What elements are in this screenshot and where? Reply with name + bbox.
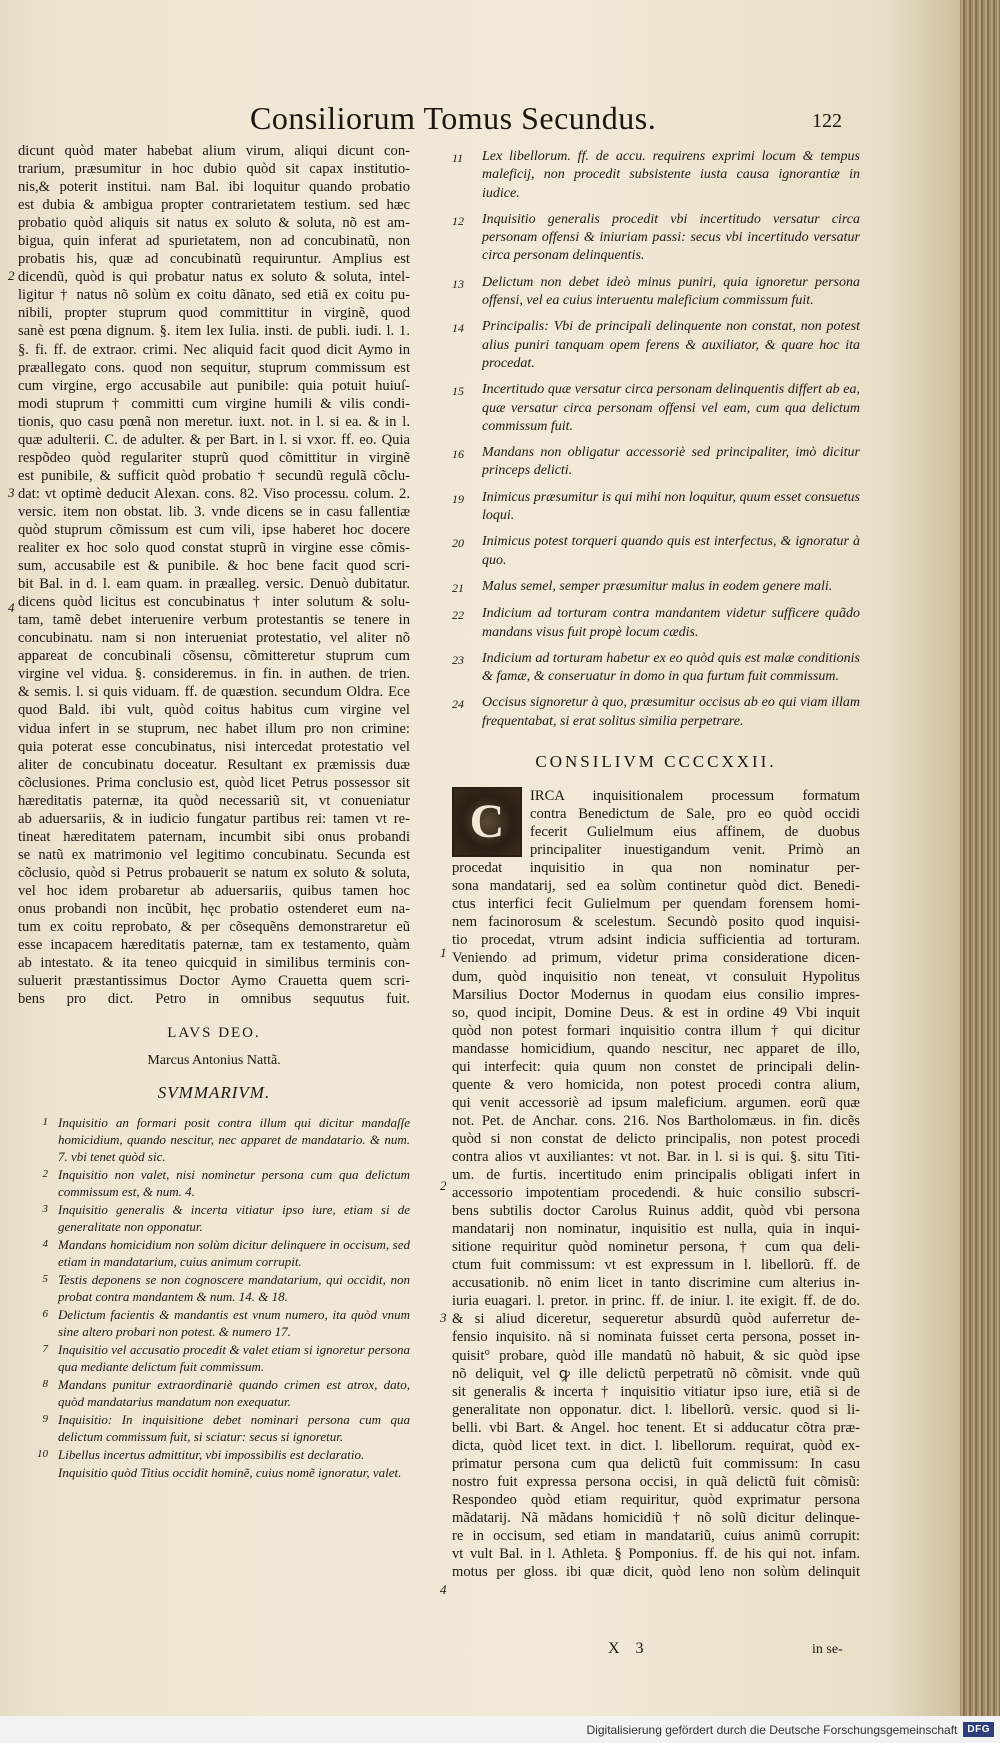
summary-item	[452, 274, 860, 311]
summary-item	[452, 605, 860, 642]
text-line: bens pro dict. Petro in omnibus sequutus fuit.	[18, 991, 410, 1008]
summary-item-number	[18, 1464, 58, 1481]
text-line: appareat de concubinali cõsensu, cõmitteretur stuprum cum	[18, 648, 410, 665]
text-line: mandatarij non nominatur, inquisitio est nulla, quia in inqui-	[452, 1221, 860, 1238]
summary-item-text: Occisus signoretur à quo, præsumitur occisus ab eo qui viam illam frequentabat, si erat solitus similia perpetrare.	[482, 695, 860, 729]
text-line: sanè est pœna dignum. §. item lex Iulia. insti. de publi. iudi. l. 1.	[18, 323, 410, 340]
summary-item	[18, 1411, 410, 1445]
margin-number: 1	[440, 945, 447, 960]
summary-item-number: 4	[42, 1238, 48, 1251]
text-line: nibili, propter stuprum quod committitur in virginẽ, quod	[18, 305, 410, 322]
text-line: generalitate non opponatur. dict. l. libellorũ. versic. quod si li-	[452, 1401, 860, 1418]
margin-number: 3	[440, 1310, 447, 1325]
text-line: sona mandatarij, sed ea solùm continetur quòd dict. Benedi-	[452, 878, 860, 895]
summary-item-text: Libellus incertus admittitur, vbi impossibilis est declaratio.	[58, 1447, 365, 1463]
summary-item-number: 16	[452, 447, 464, 462]
summary-item	[18, 1271, 410, 1305]
text-line: suluerit præstantissimus Doctor Aymo Crauetta quem scri-	[18, 973, 410, 990]
text-line: Veniendo ad primum, videtur prima consideratione dicen-	[452, 950, 860, 967]
summary-item-text: Indicium ad torturam habetur ex eo quòd quis est malæ conditionis & famæ, & conseruatur in domo in qua furtum fuit commissum.	[482, 650, 860, 685]
text-line: qui interfecit: quia quum non constet de principali delin-	[452, 1058, 860, 1075]
laus-deo: LAVS DEO.	[167, 1025, 261, 1042]
summary-item	[452, 578, 860, 597]
summary-item-text: Testis deponens se non cognoscere mandatarium, qui occidit, non probat contra mandantem & num. 14. & 18.	[58, 1272, 410, 1305]
text-line: quente & vero homicida, non potest procedi contra alium,	[452, 1076, 860, 1093]
summary-item	[18, 1114, 410, 1165]
text-line: dicendũ, quòd is qui probatur natus ex soluto & soluta, intel-	[18, 269, 410, 286]
text-line: procedat inquisitio in qua non nominatur per-	[452, 860, 860, 877]
text-line: vidua infert in se stuprum, nec habet illum pro non crimine:	[18, 720, 410, 737]
summary-item-number: 21	[452, 580, 464, 595]
summary-item	[18, 1341, 410, 1375]
summary-item-text: Inquisitio an formari posit contra illum qui dicitur mandaſſe homicidium, quando nescitur, nec apparet de mandatario. & num. 7. vbi tenet quòd sic.	[58, 1115, 410, 1165]
text-line: cum virgine, ergo accusabile aut punibile: quia potuit huiuſ-	[18, 377, 410, 394]
text-line: versic. item non obstat. lib. 3. vnde dicens se in casu fallentiæ	[18, 503, 410, 520]
margin-number: 4	[8, 600, 15, 615]
text-line: respõdeo quòd regulariter stuprũ quod cõmittitur in virginẽ	[18, 449, 410, 466]
text-line: dicta, quòd licet text. in dict. l. libellorum. requirat, quòd ex-	[452, 1437, 860, 1454]
summary-item-text: Malus semel, semper præsumitur malus in eodem genere mali.	[482, 578, 833, 594]
summary-item	[18, 1376, 410, 1410]
summary-item-text: Inimicus præsumitur is qui mihi non loquitur, quum esset consuetus loqui.	[482, 489, 861, 524]
summary-item-text: Incertitudo quæ versatur circa personam delinquentis differt ab ea, quæ versatur circa personam offensi vel eam, cum qua delictum commissum fuit.	[482, 382, 860, 434]
right-column-body	[452, 787, 860, 1581]
summary-item-number: 7	[42, 1343, 48, 1356]
running-title: Consiliorum Tomus Secundus.	[250, 100, 657, 136]
text-line: esse incapacem hæreditatis paternæ, tam ex testamento, quàm	[18, 937, 410, 954]
text-line: quæ adulterii. C. de adulter. & per Bart. in l. si vxor. ff. eo. Quia	[18, 431, 410, 448]
summary-item-text: Mandans punitur extraordinariè quando crimen est atrox, dato, quòd mandatarius mandatum non exequatur.	[58, 1377, 410, 1410]
summary-item	[452, 489, 860, 526]
text-line: sum, accusabile est & punibile. & hoc bene facit quod scri-	[18, 558, 410, 575]
summary-item	[18, 1464, 410, 1481]
summary-item	[452, 694, 860, 731]
summary-item-number: 2	[42, 1168, 48, 1181]
text-line: Respondeo quòd etiam requiritur, quòd exprimatur persona	[452, 1491, 860, 1508]
summary-item	[452, 533, 860, 570]
text-line: nõ deliquit, vel ꝙ ille delictũ perpetratũ nõ cõmisit. vnde quũ	[452, 1365, 860, 1382]
text-line: principaliter inuestigandum venit. Primò an	[530, 842, 860, 859]
text-line: est punibile, & sufficit quòd probatio † secundũ regulã cõclu-	[18, 467, 410, 484]
text-line: not. Pet. de Anchar. cons. 216. Nos Bartholomæus. in fin. dicẽs	[452, 1112, 860, 1129]
text-line: ligitur † natus nõ solùm ex coitu dãnato, sed etiã ex coitu pu-	[18, 287, 410, 304]
text-line: ctus interfici fecit Gulielmum per quendam forensem homi-	[452, 896, 860, 913]
text-line: dum, quòd inquisitio non teneat, vt consuluit Hypolitus	[452, 968, 860, 985]
summarium-list	[18, 1114, 410, 1481]
summary-item-number: 19	[452, 491, 464, 506]
text-line: tio procedat, vtrum adsint indicia sufficientia ad torturam.	[452, 932, 860, 949]
summary-item-number: 22	[452, 608, 464, 623]
text-line: motus per gloss. ibi quæ dicit, quòd leno non solùm delinquit	[452, 1564, 860, 1581]
consilium-title: CONSILIVM CCCCXXII.	[535, 752, 777, 772]
margin-number: 4	[440, 1582, 447, 1597]
summary-item	[452, 318, 860, 373]
summary-item	[452, 444, 860, 481]
margin-number: 2	[440, 1178, 447, 1193]
catchword: in se-	[812, 1642, 843, 1657]
page-edge	[960, 0, 1000, 1716]
summary-item-number: 20	[452, 536, 464, 551]
summary-item	[452, 148, 860, 203]
decorated-initial: C	[452, 787, 522, 857]
text-line: probatio quòd aliquis sit natus ex soluto & soluta, nõ est am-	[18, 215, 410, 232]
text-line: cõclusio, quòd si Petrus probauerit se natum ex soluto & soluta,	[18, 864, 410, 881]
summarium-title: SVMMARIVM.	[157, 1083, 271, 1103]
text-line: quod Bald. ibi vult, quòd coitus habitus cum virgine vel	[18, 702, 410, 719]
digitization-credit-bar	[0, 1716, 1000, 1743]
dfg-logo: DFG	[963, 1722, 994, 1737]
left-column-body	[18, 142, 410, 1008]
text-line: modi stuprum † committi cum virgine humili & vilis condi-	[18, 395, 410, 412]
text-line: iuria euagari. l. pretor. in princ. ff. de iniur. l. ite exigit. ff. de do.	[452, 1293, 860, 1310]
summary-item-text: Delictum non debet ideò minus puniri, quia ignoretur persona offensi, vel ea cuius interuentu maleficium commissum fuit.	[482, 274, 860, 309]
summary-item-text: Inquisitio quòd Titius occidit hominẽ, cuius nomẽ ignoratur, valet.	[58, 1465, 402, 1481]
summary-item	[18, 1166, 410, 1200]
text-line: vel hoc idem probaretur ab aduersariis, quibus tamen hoc	[18, 882, 410, 899]
text-line: fensio inquisito. nã si nominata fuisset certa persona, posset in-	[452, 1329, 860, 1346]
text-line: bens subtilis doctor Carolus Ruinus addit, quòd vbi persona	[452, 1203, 860, 1220]
summary-item-text: Inimicus potest torqueri quando quis est interfectus, & ignoratur à quo.	[482, 534, 860, 568]
margin-number: 2	[8, 268, 15, 283]
text-line: tineat hæreditatem paternam, incumbit sibi onus probandi	[18, 828, 410, 845]
summary-item-number: 3	[42, 1203, 48, 1216]
text-line: tionis, quo casu pœnã non meretur. iuxt. not. in l. si ea. & in l.	[18, 413, 410, 430]
text-line: quòd si non constat de delicto principalis, non potest procedi	[452, 1130, 860, 1147]
margin-number: 3	[8, 485, 15, 500]
text-line: & semis. l. si quis viduam. ff. de quæstion. secundum Oldra. Ece	[18, 684, 410, 701]
summary-item-number: 1	[42, 1116, 48, 1129]
summary-item	[18, 1306, 410, 1340]
text-line: quòd non potest formari inquisitio contra illum † qui dicitur	[452, 1022, 860, 1039]
text-line: mandasse homicidium, quando nescitur, nec apparet de illo,	[452, 1040, 860, 1057]
summary-item-number: 9	[42, 1413, 48, 1426]
text-line: sitione requiritur quòd nominetur persona, † cum qua deli-	[452, 1239, 860, 1256]
folio-number: 122	[812, 110, 842, 132]
text-line: dat: vt optimè deducit Alexan. cons. 82. Viso processu. colum. 2.	[18, 485, 410, 502]
text-line: ab aduersariis, & in iudicio fungatur partibus rei: tamen vt re-	[18, 810, 410, 827]
summary-item-number: 5	[42, 1273, 48, 1286]
summary-item-text: Indicium ad torturam contra mandantem videtur sufficere quãdo mandans visus fuit propè locum cædis.	[482, 606, 860, 640]
text-line: bigua, quin inferat ad spurietatem, non ad concubinatũ, non	[18, 233, 410, 250]
text-line: IRCA inquisitionalem processum formatum	[530, 788, 860, 805]
summary-item-number: 14	[452, 321, 464, 336]
text-line: contra alios vt auxiliantes: vt not. Bar. in l. si is qui. §. situ Titi-	[452, 1149, 860, 1165]
summary-item-number: 24	[452, 697, 464, 712]
summary-item-text: Lex libellorum. ff. de accu. requirens exprimi locum & tempus maleficij, non procedit subsistente iusta causa ignorantiæ in iudice.	[482, 149, 860, 201]
summary-item-number: 8	[42, 1378, 48, 1391]
summary-item-text: Inquisitio vel accusatio procedit & valet etiam si ignoretur persona qua mediante delictum fuit commissum.	[58, 1342, 410, 1375]
text-line: ab intestato. & ita teneo quicquid in similibus terminis con-	[18, 955, 410, 972]
text-line: quòd stuprum cõmissum est cum vili, ipse haberet hoc docere	[18, 521, 410, 538]
text-line: & si aliud diceretur, sequeretur absurdũ quòd auferretur de-	[452, 1311, 860, 1328]
summary-item	[452, 211, 860, 266]
text-line: onus probandi non incũbit, hęc probatio ostenderet eum na-	[18, 900, 410, 917]
text-line: nostro fuit expressa persona occisi, in quã delictũ fuit cõmisũ:	[452, 1473, 860, 1490]
summary-item-number: 6	[42, 1308, 48, 1321]
text-line: ctum fuit commissum: vt est expressum in l. libellorũ. ff. de	[452, 1257, 860, 1274]
right-column	[452, 148, 860, 1581]
summary-item-text: Inquisitio non valet, nisi nominetur persona cum qua delictum commissum est, & num. 4.	[58, 1167, 410, 1200]
text-line: qui venit accessoriè ad ipsum maleficium. argumen. eorũ quæ	[452, 1094, 860, 1111]
summary-item-text: Delictum facientis & mandantis est vnum numero, ita quòd vnum sine altero probari non potest. & numero 17.	[58, 1307, 410, 1340]
text-line: virgine vel vidua. §. consideremus. in fin. in authen. de trien.	[18, 666, 410, 683]
running-head	[0, 100, 860, 140]
text-line: mãdatarij. Nã mãdans homicidiũ † nõ solũ dicitur delinque-	[452, 1509, 860, 1526]
signature-mark: X 3	[608, 1640, 650, 1657]
text-line: se natũ ex matrimonio vel legitimo concubinatu. Secunda est	[18, 846, 410, 863]
summary-item-number: 11	[452, 151, 464, 165]
text-line: so, quod incipit, Domine Deus. & est in ordine 49 Vbi inquit	[452, 1004, 860, 1021]
text-line: fecerit Gulielmum eius affinem, de duobus	[530, 824, 860, 841]
text-line: tum ex coitu reprobato, & per cõsequẽns demonstraretur eũ	[18, 919, 410, 936]
left-column	[18, 142, 410, 1482]
text-line: realiter ex hoc solo quod constat stuprũ in virgine esse cõmis-	[18, 540, 410, 557]
summarium-list-continued	[452, 148, 860, 731]
text-line: contra Benedictum de Sale, pro eo quòd occidi	[530, 806, 860, 823]
summary-item-number: 15	[452, 384, 464, 399]
summary-item-text: Inquisitio: In inquisitione debet nominari persona cum qua delictum commissum fuit, si sciatur: secus si ignoretur.	[58, 1412, 410, 1445]
text-line: bit Bal. in d. l. eam quam. in præalleg. versic. Denuò dubitatur.	[18, 576, 410, 593]
text-line: primatur persona cum qua delictũ fuit commissum: In casu	[452, 1455, 860, 1472]
text-line: præallegato cons. quod non sequitur, stuprum commissum est	[18, 359, 410, 376]
summary-item-number: 13	[452, 276, 464, 291]
summary-item-number: 12	[452, 213, 464, 228]
text-line: tam, tamẽ debet interuenire verbum protestantis se tenere in	[18, 612, 410, 629]
text-line: est dubia & ambigua propter contrarietatem testium. sed hæc	[18, 197, 410, 214]
text-line: concubinatu. nam si non interueniat protestatio, vel aliter nõ	[18, 630, 410, 647]
text-line: quisit° probare, quòd ille mandatũ nõ habuit, & sic quòd ipse	[452, 1347, 860, 1364]
text-line: nis,& poterit institui. nam Bal. ibi loquitur quando probatio	[18, 179, 410, 196]
summary-item-text: Mandans non obligatur accessoriè sed principaliter, imò dicitur princeps delicti.	[482, 445, 860, 479]
summary-item	[18, 1236, 410, 1270]
summary-item	[18, 1446, 410, 1463]
text-line: §. fi. ff. de extraor. crimi. Nec aliquid facit quod dicit Aymo in	[18, 341, 410, 358]
text-line: um. de furtis. incertitudo enim principalis obligati infert in	[452, 1167, 860, 1184]
text-line: dicens quòd licitus est concubinatus † inter solutum & solu-	[18, 594, 410, 611]
text-line: re in occisum, sed etiam in mandatariũ, cuius animũ corrupit:	[452, 1527, 860, 1544]
text-line: accessorio impotentiam procedendi. & huic consilio subscri-	[452, 1185, 860, 1202]
text-line: belli. vbi Bart. & Angel. hoc tenent. Et si adducatur cõtra præ-	[452, 1419, 860, 1436]
text-line: vt vult Bal. in l. Athleta. § Pomponius. ff. de his qui not. infam.	[452, 1546, 860, 1563]
summary-item-text: Inquisitio generalis procedit vbi incertitudo versatur circa personam offensi & iniuriam passi: secus vbi incertitudo versatur circa personam delinquentis.	[482, 211, 860, 264]
summary-item	[452, 381, 860, 436]
summary-item-text: Inquisitio generalis & incerta vitiatur ipso iure, etiam si de generalitate non opponatur.	[58, 1202, 410, 1235]
text-line: dicunt quòd mater habebat alium virum, aliqui dicunt con-	[18, 143, 410, 159]
summary-item-text: Principalis: Vbi de principali delinquente non constat, non potest alius puniri tanquam opem ferens & auxiliator, & quare hoc ita procedat.	[482, 319, 860, 371]
summary-item-number: 10	[37, 1448, 48, 1461]
text-line: cõclusiones. Prima conclusio est, quòd licet Petrus possessor sit	[18, 774, 410, 791]
author-signature: Marcus Antonius Nattã.	[147, 1053, 281, 1069]
summary-item	[18, 1201, 410, 1235]
summary-item	[452, 650, 860, 687]
text-line: nem facinorosum & scelestum. Secundò posito quod inquisi-	[452, 914, 860, 931]
text-line: trarium, præsumitur in hoc dubio quòd sit capax institutio-	[18, 161, 410, 178]
text-line: quia poterat esse concubinatus, nisi intercedat protestatio vel	[18, 738, 410, 755]
text-line: sit generalis & incerta † inquisitio vitiatur ipso iure, etiã si de	[452, 1383, 860, 1400]
text-line: Marsilius Doctor Modernus in quodam eius consilio impres-	[452, 986, 860, 1003]
text-line: aliter de concubinatu doceatur. Resultant ex præmissis duæ	[18, 756, 410, 773]
text-line: accusationib. nõ enim licet in tanto discrimine cum alterius in-	[452, 1275, 860, 1292]
summary-item-text: Mandans homicidium non solùm dicitur delinquere in occisum, sed etiam in mandatarium, cuius animum corrupit.	[58, 1237, 410, 1270]
text-line: hæreditatis paternæ, ita quòd necessariũ sit, vt conueniatur	[18, 792, 410, 809]
text-line: probatis his, quæ ad concubinatũ requiruntur. Amplius est	[18, 251, 410, 268]
summary-item-number: 23	[452, 652, 464, 667]
credit-text: Digitalisierung gefördert durch die Deutsche Forschungsgemeinschaft	[586, 1722, 958, 1737]
